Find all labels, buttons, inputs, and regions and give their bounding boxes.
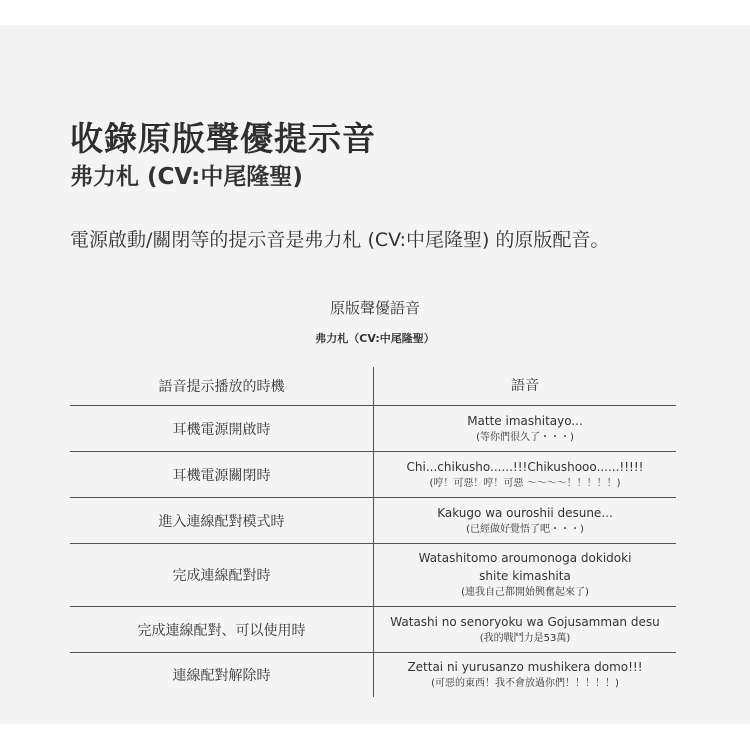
table-row [70,498,676,544]
voice-translation: (可惡的東西！我不會放過你們！！！！！) [431,678,619,689]
column-header-voice: 語音 [511,378,539,394]
table-title: 原版聲優語音 [329,299,420,317]
voice-line: Zettai ni yurusanzo mushikera domo!!! [407,660,643,674]
voice-line: Matte imashitayo... [467,413,583,428]
voice-cell [374,452,676,497]
table-subtitle: 弗力札（CV:中尾隆聖） [315,332,435,345]
description-text: 電源啟動/關閉等的提示音是弗力札 (CV:中尾隆聖) 的原版配音。 [70,229,610,251]
page-title: 收錄原版聲優提示音 [70,119,376,158]
voice-line: Chi...chikusho......!!!Chikushooo......!!!!! [406,459,644,474]
voice-cell [374,498,676,543]
timing-cell: 連線配對解除時 [70,653,374,697]
timing-cell: 耳機電源關閉時 [70,452,374,497]
voice-line: Kakugo wa ouroshii desune... [437,505,613,520]
table-row [70,452,676,498]
content-panel [0,25,750,724]
timing-cell: 進入連線配對模式時 [70,498,374,543]
column-header-timing: 語音提示播放的時機 [70,367,374,405]
page-subtitle: 弗力札 (CV:中尾隆聖) [70,164,303,190]
table-row [70,544,676,607]
voice-cell [374,544,676,606]
voice-line: Watashi no senoryoku wa Gojusamman desu [390,614,660,629]
table-row [70,653,676,697]
voice-cell [374,653,676,697]
voice-translation: (等你們很久了・・・) [476,431,574,443]
voice-line-continued: shite kimashita [479,569,571,583]
voice-table [70,367,676,697]
table-row [70,607,676,653]
voice-translation: (已經做好覺悟了吧・・・) [466,523,584,535]
table-header-row [70,367,676,406]
voice-cell [374,607,676,652]
voice-translation: (我的戰鬥力是53萬) [479,632,571,644]
timing-cell: 完成連線配對時 [70,544,374,606]
table-row [70,406,676,452]
timing-cell: 完成連線配對、可以使用時 [70,607,374,652]
voice-translation: (哼！可惡！哼！可惡 ～～～～！！！！！) [429,477,621,489]
voice-translation: (連我自己都開始興奮起來了) [461,587,589,598]
voice-cell [374,406,676,451]
timing-cell: 耳機電源開啟時 [70,406,374,451]
voice-line: Watashitomo aroumonoga dokidoki [418,551,632,565]
